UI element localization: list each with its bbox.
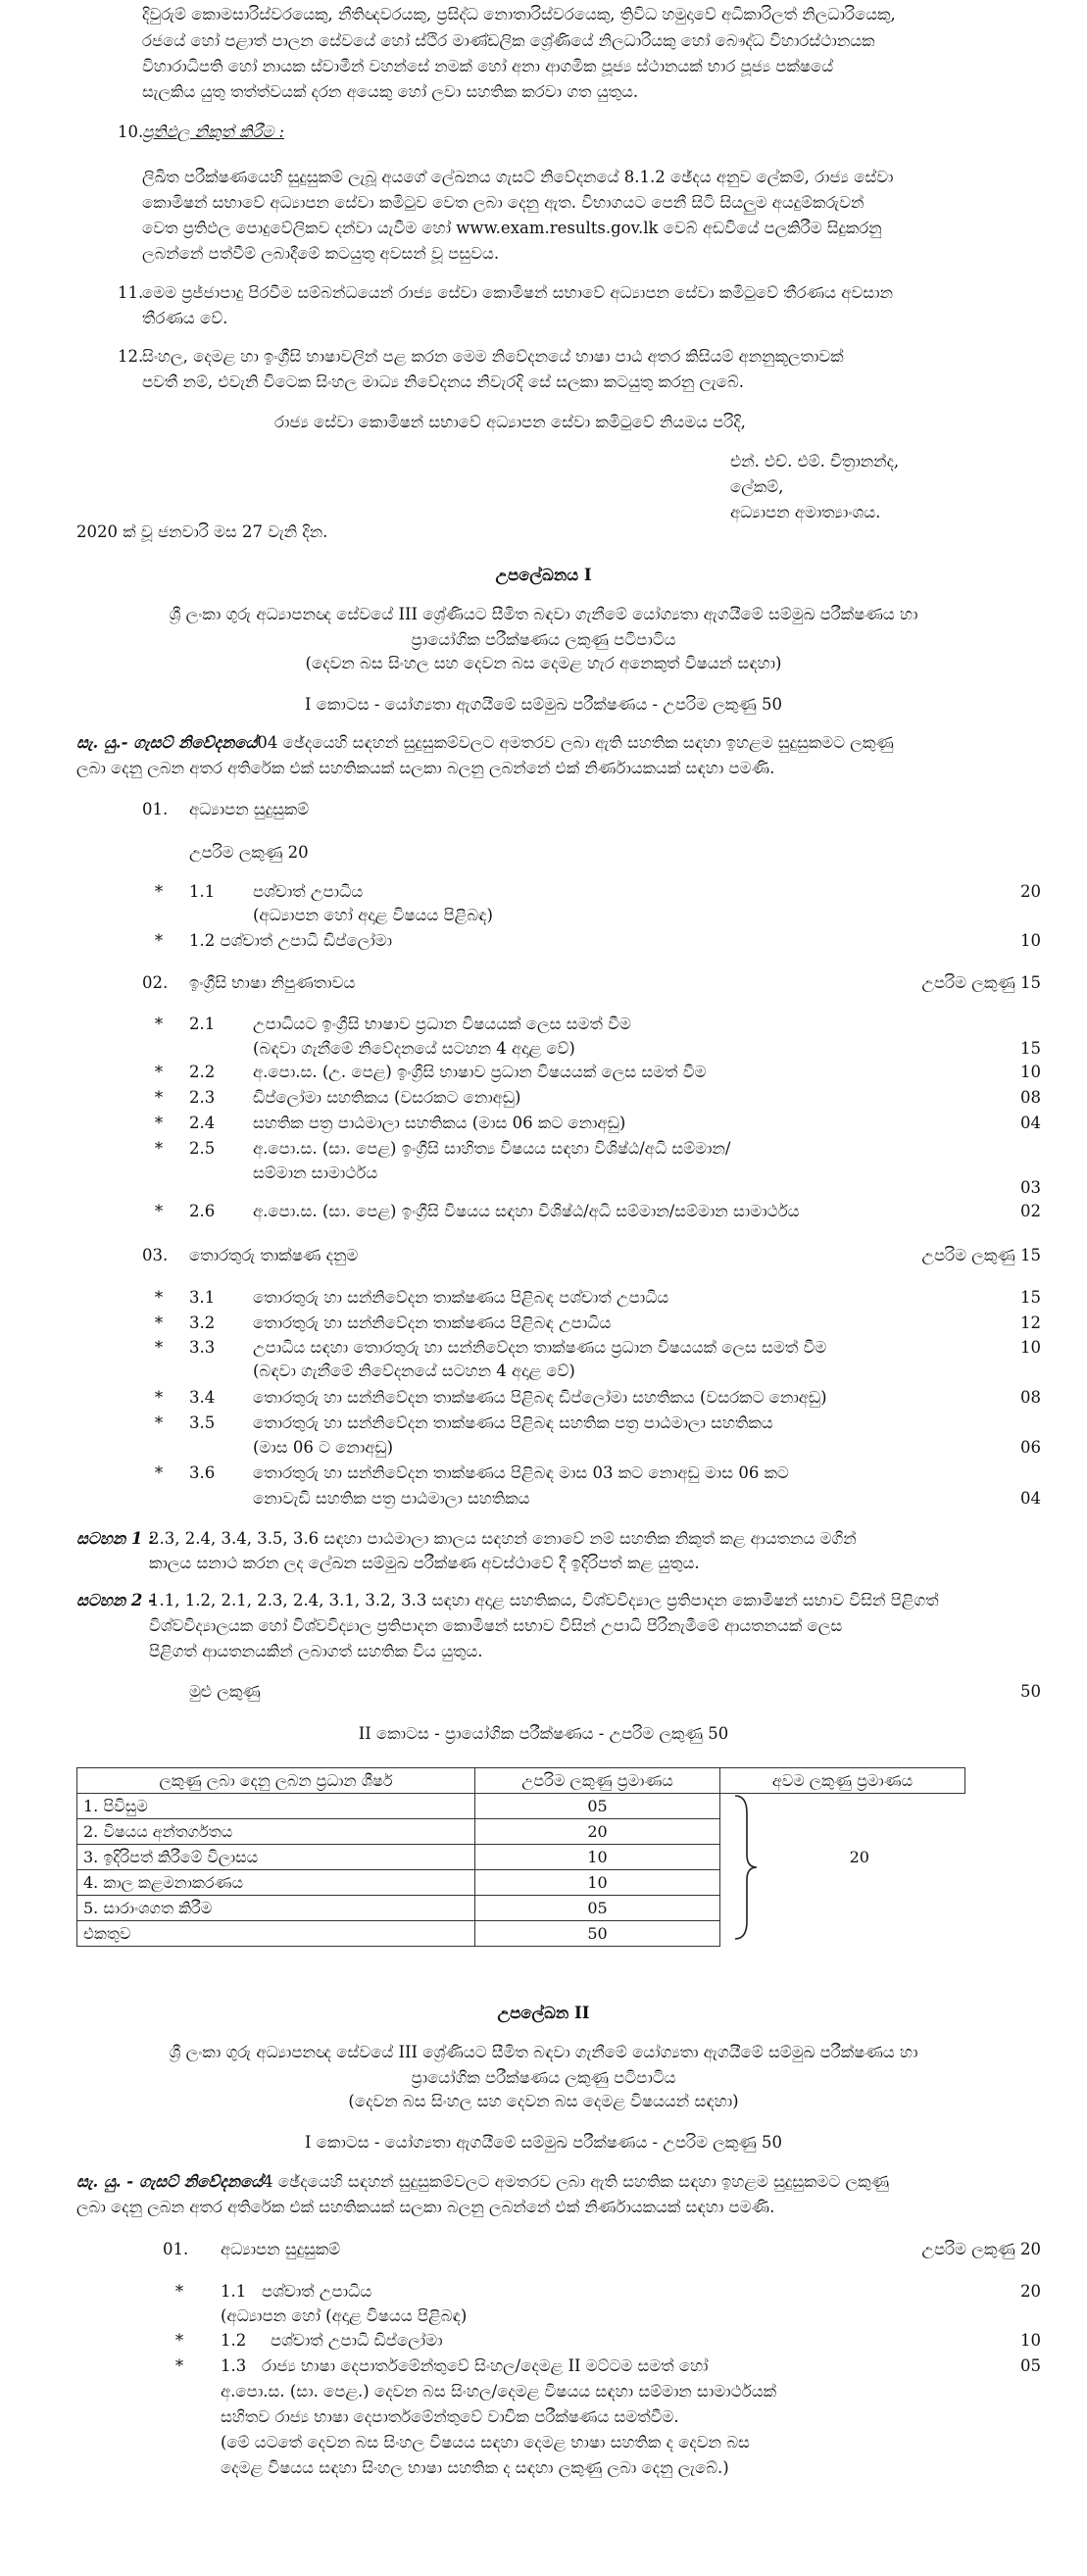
- item-text: තොරතුරු හා සන්නිවේදන තාක්ෂණය පිළිබඳ මාස 03 කට නොඅඩු මාස 06 කට: [253, 1463, 789, 1482]
- table-header: ලකුණු ලබා දෙනු ලබන ප්‍රධාන ශීර්ෂ: [77, 1768, 475, 1794]
- item-text: උපාධියට ඉංග්‍රීසි භාෂාව ප්‍රධාන විෂයයක් ලෙස සමත් වීම: [253, 1015, 631, 1033]
- section-number: 01.: [163, 2240, 189, 2258]
- item-code: 1.2: [221, 2331, 247, 2350]
- note-1-text: කාලය සනාථ කරන ලද ලේඛන සම්මුඛ පරීක්ෂණ අවස්ථාවේ දී ඉදිරිපත් කළ යුතුය.: [149, 1554, 700, 1572]
- annex-1-title: ශ්‍රී ලංකා ගුරු අධ්‍යාපනඥ සේවයේ III ශ්‍රේණියට සීමිත බඳවා ගැනීමේ යෝග්‍යතා ඇගයීමේ සම්මුඛ පරීක්ෂණය හා: [169, 605, 918, 623]
- item-marks: 08: [1020, 1388, 1041, 1407]
- item-code: 3.2: [189, 1313, 216, 1332]
- text-line: විහාරාධිපති හෝ නායක ස්වාමීන් වහන්සේ නමක් හෝ අනා ආගමික පූජ්‍ය ස්ථානයක් භාර පූජ්‍ය පක්ෂයේ: [142, 57, 834, 75]
- text-line: වෙත ප්‍රතිඵල පොදුවේලිකව දන්වා යැවීම හෝ www.exam.results.gov.lk වෙබ් අඩවියේ පලකිරීම සිදුකරනු: [142, 219, 882, 237]
- item-code: 1.1: [221, 2282, 247, 2301]
- table-header-row: [77, 1768, 965, 1794]
- note-1-text: 2.3, 2.4, 3.4, 3.5, 3.6 සඳහා පාඨමාලා කාලය සඳහන් නොවේ නම් සහතික නිකුත් කළ ආයතනය මගින්: [149, 1529, 857, 1548]
- item-marks: 06: [1020, 1438, 1041, 1457]
- total-marks-label: මුළු ලකුණු: [189, 1682, 261, 1701]
- bullet-icon: *: [154, 1015, 164, 1033]
- item-code: 2.5: [189, 1139, 216, 1158]
- item-subtext: (මේ යටතේ දෙවන බස සිංහල විෂයය සඳහා දෙමළ භාෂා සහතික ද දෙවන බස: [221, 2433, 750, 2452]
- mark-item-value-row: [0, 1175, 1087, 1201]
- table-cell: 5. සාරාංශගත කිරීම: [77, 1896, 475, 1921]
- item-subtext: සම්මාන සාමාර්ථය: [253, 1164, 378, 1182]
- annex-1-note: [76, 730, 894, 755]
- item-marks: 03: [1020, 1178, 1041, 1197]
- item-marks: 04: [1020, 1114, 1041, 1132]
- item-text: සහතික පත්‍ර පාඨමාලා සහතිකය (මාස 06 කට නොඅඩු): [253, 1114, 626, 1132]
- note-prefix: සැ. යු. - ගැසට් නිවේදනයේ: [76, 2172, 264, 2191]
- bullet-icon: *: [154, 1114, 164, 1132]
- item-marks: 02: [1020, 1202, 1041, 1220]
- item-code: 2.2: [189, 1063, 216, 1081]
- table-total-row: [77, 1921, 965, 1947]
- mark-item: [0, 1311, 1087, 1336]
- mark-item: [0, 879, 1087, 905]
- mark-item: [0, 1136, 1087, 1162]
- bullet-icon: *: [154, 1202, 164, 1220]
- section-number: 01.: [142, 800, 169, 818]
- item-marks: 20: [1020, 2282, 1041, 2301]
- annex-1-heading: උපලේඛනය I: [495, 566, 592, 584]
- item-text: පශ්චාත් උපාධිය: [262, 2282, 372, 2301]
- text-line: සැලකිය යුතු තත්ත්වයක් දරන අයෙකු හෝ ලවා සහතික කරවා ගත යුතුය.: [142, 82, 639, 101]
- item-code: 2.3: [189, 1088, 216, 1107]
- annex-2-subtitle: (දෙවන බස සිංහල සහ දෙවන බස දෙමළ විෂයයන් සඳහා): [348, 2092, 739, 2110]
- annex-2-heading: උපලේඛන II: [497, 2004, 590, 2022]
- table-header: උපරිම ලකුණු ප්‍රමාණය: [475, 1768, 720, 1794]
- mark-item: [0, 2279, 1087, 2304]
- mark-item: [0, 1411, 1087, 1436]
- item-code: 1.3: [221, 2356, 247, 2375]
- item-number: 10.: [118, 123, 144, 141]
- mark-item: [0, 1085, 1087, 1111]
- text-line: ලබන්නේ පත්වීම් ලබාදීමේ කටයුතු අවසන් වූ පසුවය.: [142, 244, 500, 263]
- item-subtext: නොවැඩි සහතික පත්‍ර පාඨමාලා සහතිකය: [253, 1489, 530, 1508]
- table-cell: 1. පිවිසුම: [77, 1794, 475, 1819]
- table-cell: 05: [475, 1896, 720, 1921]
- annex-2-title: ශ්‍රී ලංකා ගුරු අධ්‍යාපනඥ සේවයේ III ශ්‍රේණියට සීමිත බඳවා ගැනීමේ යෝග්‍යතා ඇගයීමේ සම්මුඛ පරීක්ෂණය හා: [169, 2043, 918, 2061]
- item-code: 3.6: [189, 1463, 216, 1482]
- item-marks: 10: [1020, 1063, 1041, 1081]
- annex-1-part-1-title: I කොටස - යෝග්‍යතා ඇගයීමේ සම්මුඛ පරීක්ෂණය - උපරිම ලකුණු 50: [305, 695, 782, 714]
- section-number: 03.: [142, 1246, 169, 1264]
- item-subtext: (බඳවා ගැනීමේ නිවේදනයේ සටහන 4 අදාළ වේ): [253, 1362, 575, 1380]
- bullet-icon: *: [154, 1463, 164, 1482]
- mark-item-sub: [0, 1036, 1087, 1062]
- item-marks: 10: [1020, 931, 1041, 950]
- item-code: 3.5: [189, 1413, 216, 1432]
- mark-item-sub: [0, 903, 1087, 928]
- text-line: රජයේ හෝ පළාත් පාලන සේවයේ හෝ ස්ථිර මාණ්ඩලික ශ්‍රේණියේ නිලධාරියකු හෝ බෞද්ධ විහාරස්ථානයක: [142, 31, 875, 50]
- mark-item-sub: [0, 2304, 1087, 2329]
- section-max-marks: උපරිම ලකුණු 15: [921, 973, 1041, 992]
- item-marks: 20: [1020, 882, 1041, 901]
- item-text: අ.පො.ස. (සා. පෙළ) ඉංග්‍රීසි සාහිත්‍ය විෂයය සඳහා විශිෂ්ඨ/අධි සම්මාන/: [253, 1139, 731, 1158]
- section-max-marks: උපරිම ලකුණු 20: [189, 843, 309, 862]
- bullet-icon: *: [154, 1088, 164, 1107]
- mark-item: [0, 1385, 1087, 1411]
- mark-item-sub: [0, 1486, 1087, 1511]
- item-text: පශ්චාත් උපාධිය: [253, 882, 364, 901]
- item-number: 12.: [118, 347, 144, 366]
- table-cell: 20: [475, 1819, 720, 1845]
- item-marks: 04: [1020, 1489, 1041, 1508]
- item-text: තොරතුරු හා සන්නිවේදන තාක්ෂණය පිළිබඳ උපාධිය: [253, 1313, 612, 1332]
- item-title: ප්‍රතිඵල නිකුත් කිරීම :: [142, 123, 285, 141]
- section-title: අධ්‍යාපන සුදුසුකම්: [221, 2240, 341, 2258]
- mark-item: [0, 1285, 1087, 1311]
- order-line: රාජ්‍ය සේවා කොමිෂන් සභාවේ අධ්‍යාපන සේවා කමිටුවේ නියමය පරිදි,: [274, 413, 746, 431]
- text-line: සිංහල, දෙමළ හා ඉංග්‍රීසි භාෂාවලින් පළ කරන මෙම නිවේදනයේ භාෂා පාඨ අතර කිසියම් අනනුකූලතාවක්: [142, 347, 844, 366]
- mark-item: [0, 1111, 1087, 1136]
- item-subtext: දෙමළ විෂයය සඳහා සිංහල භාෂා සහතික ද සඳහා ලකුණු ලබා දෙනු ලැබේ.): [221, 2458, 729, 2477]
- mark-item: [0, 928, 1087, 954]
- item-marks: 10: [1020, 2331, 1041, 2350]
- annex-2-note-line: ලබා දෙනු ලබන අතර අතිරේක එක් සහතිකයක් සලකා බලනු ලබන්නේ එක් නිර්ණායකයක් සඳහා පමණි.: [76, 2198, 775, 2216]
- annex-1-note-line: ලබා දෙනු ලබන අතර අතිරේක එක් සහතිකයක් සලකා බලනු ලබන්නේ එක් නිර්ණායකයක් සඳහා පමණි.: [76, 759, 775, 777]
- mark-item: [0, 1461, 1087, 1486]
- note-2-text: පිළිගත් ආයතනයකින් ලබාගත් සහතික විය යුතුය.: [149, 1642, 483, 1660]
- annex-2-part-1-title: I කොටස - යෝග්‍යතා ඇගයීමේ සම්මුඛ පරීක්ෂණය - උපරිම ලකුණු 50: [305, 2133, 782, 2152]
- section-max-marks: උපරිම ලකුණු 15: [921, 1246, 1041, 1264]
- item-marks: 10: [1020, 1338, 1041, 1357]
- mark-item: [0, 2328, 1087, 2353]
- note-1-label: සටහන 1 :: [76, 1529, 155, 1548]
- mark-item: [0, 1012, 1087, 1037]
- bullet-icon: *: [174, 2282, 184, 2301]
- item-text: ඩිප්ලෝමා සහතිකය (වසරකට නොඅඩු): [253, 1088, 521, 1107]
- table-cell: 2. විෂයය අන්තර්ගතය: [77, 1819, 475, 1845]
- section-title: අධ්‍යාපන සුදුසුකම්: [189, 800, 310, 818]
- table-header: අවම ලකුණු ප්‍රමාණය: [720, 1768, 965, 1794]
- section-number: 02.: [142, 973, 169, 992]
- item-marks: 08: [1020, 1088, 1041, 1107]
- date-line: 2020 ක් වූ ජනවාරි මස 27 වැනි දින.: [76, 522, 328, 541]
- text-line: තීරණය වේ.: [142, 309, 228, 327]
- table-cell: එකතුව: [77, 1921, 475, 1947]
- item-code: 1.1: [189, 882, 216, 901]
- table-cell: 3. ඉදිරිපත් කිරීමේ විලාසය: [77, 1845, 475, 1870]
- bullet-icon: *: [154, 882, 164, 901]
- item-marks: 15: [1020, 1039, 1041, 1058]
- annex-2-title: ප්‍රායෝගික පරීක්ෂණය ලකුණු පටිපාටිය: [411, 2068, 676, 2087]
- mark-item: [0, 2353, 1087, 2379]
- signatory-post: ලේකම්,: [730, 477, 784, 496]
- signatory-ministry: අධ්‍යාපන අමාත්‍යාංශය.: [730, 503, 881, 521]
- annex-1-part-2-title: II කොටස - ප්‍රායෝගික පරීක්ෂණය - උපරිම ලකුණු 50: [358, 1724, 729, 1743]
- item-code: 2.4: [189, 1114, 216, 1132]
- bullet-icon: *: [154, 931, 164, 950]
- note-prefix: සැ. යු.- ගැසට් නිවේදනයේ: [76, 733, 258, 752]
- bullet-icon: *: [154, 1413, 164, 1432]
- item-code: 3.3: [189, 1338, 216, 1357]
- text-line: පවතී නම්, එවැනි විටෙක සිංහල මාධ්‍ය නිවේදනය නිවැරදි සේ සලකා කටයුතු කරනු ලැබේ.: [142, 372, 745, 391]
- item-marks: 05: [1020, 2356, 1041, 2375]
- item-subtext: (අධ්‍යාපන හෝ (අදාළ විෂයය පිළිබඳ): [221, 2306, 468, 2325]
- item-text: තොරතුරු හා සන්නිවේදන තාක්ෂණය පිළිබඳ පශ්චාත් උපාධිය: [253, 1288, 669, 1307]
- bullet-icon: *: [154, 1388, 164, 1407]
- item-code: 3.4: [189, 1388, 216, 1407]
- annex-2-note: [76, 2169, 889, 2194]
- item-text: රාජ්‍ය භාෂා දෙපාර්තමේන්තුවේ සිංහල/දෙමළ II මට්ටම සමත් හෝ: [262, 2356, 709, 2375]
- item-text: 1.2 පශ්චාත් උපාධි ඩිප්ලෝමා: [189, 931, 392, 950]
- section-title: ඉංග්‍රීසි භාෂා නිපුණතාවය: [189, 973, 356, 992]
- item-text: පශ්චාත් උපාධි ඩිප්ලෝමා: [271, 2331, 443, 2350]
- section-title: තොරතුරු තාක්ෂණ දනුම: [189, 1246, 359, 1264]
- table-cell: 50: [475, 1921, 720, 1947]
- bullet-icon: *: [154, 1288, 164, 1307]
- mark-item-sub: [0, 1359, 1087, 1384]
- item-subtext: (මාස 06 ට නොඅඩු): [253, 1438, 394, 1457]
- bullet-icon: *: [154, 1139, 164, 1158]
- bullet-icon: *: [154, 1313, 164, 1332]
- mark-item: [0, 1060, 1087, 1085]
- text-line: කොමිෂන් සභාවේ අධ්‍යාපන සේවා කමිටුව වෙත ලබා දෙනු ඇත. විභාගයට පෙනී සිටි සියලුම අයදුම්කරුවන්: [142, 193, 865, 212]
- item-code: 2.6: [189, 1202, 216, 1220]
- item-marks: 12: [1020, 1313, 1041, 1332]
- item-text: තොරතුරු හා සන්නිවේදන තාක්ෂණය පිළිබඳ ඩිප්ලෝමා සහතිකය (වසරකට නොඅඩු): [253, 1388, 827, 1407]
- bullet-icon: *: [154, 1338, 164, 1357]
- note-text: 4 ඡේදයෙහි සඳහන් සුදුසුකම්වලට අමතරව ලබා ඇති සහතික සඳහා ඉහළම සුදුසුකමට ලකුණු: [263, 2172, 890, 2191]
- note-2-text: 1.1, 1.2, 2.1, 2.3, 2.4, 3.1, 3.2, 3.3 සඳහා අදාළ සහතිකය, විශ්වවිද්‍යාල ප්‍රතිපාදන කොමිෂන් සභාව විසින් පිළිගත්: [149, 1591, 939, 1610]
- item-subtext: අ.පො.ස. (සා. පෙළ.) දෙවන බස සිංහල/දෙමළ විෂයය සඳහා සම්මාන සාමාර්ථයක්: [221, 2382, 776, 2401]
- min-marks-cell: 20: [720, 1794, 965, 1921]
- section-max-marks: උපරිම ලකුණු 20: [921, 2240, 1041, 2258]
- item-number: 11.: [118, 283, 144, 302]
- annex-1-title: ප්‍රායෝගික පරීක්ෂණය ලකුණු පටිපාටිය: [411, 630, 676, 649]
- total-marks-value: 50: [1020, 1682, 1041, 1701]
- table-cell: 05: [475, 1794, 720, 1819]
- note-2-label: සටහන 2 -: [76, 1591, 155, 1610]
- practical-marks-table: [76, 1767, 965, 1947]
- text-line: ලිඛිත පරීක්ෂණයෙහි සුදුසුකම් ලැබූ අයගේ ලේඛනය ගැසට් නිවේදනයේ 8.1.2 ඡේදය අනුව ලේකම්, රාජ්‍ය සේවා: [142, 168, 894, 186]
- table-row: [77, 1794, 965, 1819]
- text-line: මෙම ප්‍රජ්ජාපාදු පිරවීම සම්බන්ධයෙන් රාජ්‍ය සේවා කොමිෂන් සභාවේ අධ්‍යාපන සේවා කමිටුවේ තීරණය අවසාන: [142, 283, 893, 302]
- item-subtext: (බඳවා ගැනීමේ නිවේදනයේ සටහන 4 අදාළ වේ): [253, 1039, 575, 1058]
- table-cell: 4. කාල කළමනාකරණය: [77, 1870, 475, 1896]
- signatory-name: එන්. එච්. එම්. චිත්‍රානන්ද,: [730, 452, 900, 471]
- bullet-icon: *: [174, 2331, 184, 2350]
- item-code: 3.1: [189, 1288, 216, 1307]
- item-marks: 15: [1020, 1288, 1041, 1307]
- note-text: 04 ඡේදයෙහි සඳහන් සුදුසුකම්වලට අමතරව ලබා ඇති සහතික සඳහා ඉහළම සුදුසුකමට ලකුණු: [257, 733, 894, 752]
- text-line: දිවුරුම් කොමසාරිස්වරයෙකු, නීතිඥවරයකු, ප්‍රසිද්ධ නොතාරිස්වරයෙකු, ත්‍රිවිධ හමුදාවේ අධිකාරිලත් නිලධාරියෙකු,: [142, 5, 896, 24]
- item-subtext: (අධ්‍යාපන හෝ අදාළ විෂයය පිළිබඳ): [253, 906, 493, 924]
- bullet-icon: *: [174, 2356, 184, 2375]
- item-subtext: සහිතව රාජ්‍ය භාෂා දෙපාර්තමේන්තුවේ වාචික පරීක්ෂණය සමත්වීම.: [221, 2407, 679, 2426]
- item-text: තොරතුරු හා සන්නිවේදන තාක්ෂණය පිළිබඳ සහතික පත්‍ර පාඨමාලා සහතිකය: [253, 1413, 773, 1432]
- bullet-icon: *: [154, 1063, 164, 1081]
- mark-item: [0, 1335, 1087, 1361]
- item-text: උපාධිය සඳහා තොරතුරු හා සන්නිවේදන තාක්ෂණය ප්‍රධාන විෂයයක් ලෙස සමත් වීම: [253, 1338, 827, 1357]
- item-text: අ.පො.ස. (සා. පෙළ) ඉංග්‍රීසි විෂයය සඳහා විශිෂ්ඨ/අධි සම්මාන/සම්මාන සාමාර්ථය: [253, 1202, 800, 1220]
- mark-item: [0, 1199, 1087, 1224]
- table-cell: 10: [475, 1870, 720, 1896]
- item-text: අ.පො.ස. (උ. පෙළ) ඉංග්‍රීසි භාෂාව ප්‍රධාන විෂයයක් ලෙස සමත් වීම: [253, 1063, 707, 1081]
- mark-item-sub: [0, 1435, 1087, 1461]
- annex-1-subtitle: (දෙවන බස සිංහල සහ දෙවන බස දෙමළ හැර අනෙකුත් විෂයන් සඳහා): [305, 654, 782, 672]
- table-cell: 10: [475, 1845, 720, 1870]
- item-code: 2.1: [189, 1015, 216, 1033]
- brace-icon: [733, 1794, 759, 1941]
- note-2-text: විශ්වවිද්‍යාලයක හෝ විශ්වවිද්‍යාල ප්‍රතිපාදන කොමිෂන් සභාව විසින් උපාධි පිරිනැමීමේ ආයතනයක් ලෙස: [149, 1616, 843, 1635]
